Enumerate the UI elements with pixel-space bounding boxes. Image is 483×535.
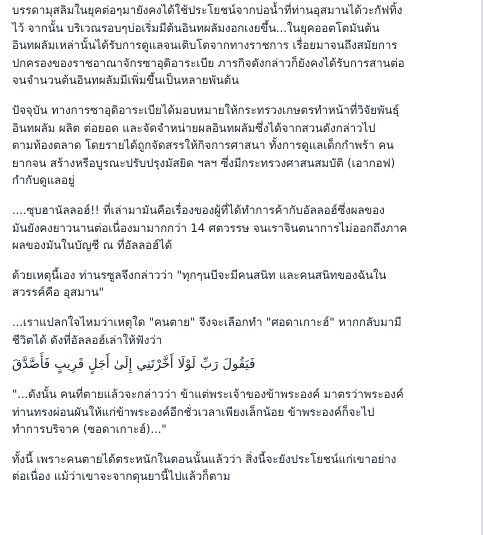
paragraph-date-palm-history: บรรดามุสลิมในยุคต่อๆมายังคงได้ใช้ประโยชน์จากบ่อน้ำที่ท่านอุสมานได้วะกัฟทิ้ง ไว้ จากนั้น บริเวณรอบๆบ่อเริ่มมีต้นอินทผลัมงอกเงยขึ้น...ในยุคออตโตมันต้น อินทผลัมเหล่านั้นได้รับการดูแลจนเติบโตจากทางราชการ เรื่อยมาจนถึงสมัยการ ปกครองของราชอาณาจักรซาอุดิอาระเบีย ภารกิจดังกล่าวก็ยังคงได้รับการสานต่อ จนจำนวนต้นอินทผลัมมีเพิ่มขึ้นเป็นหลายพันต้น [12, 3, 405, 88]
paragraph-conclusion: ทั้งนี้ เพราะคนตายได้ตระหนักในตอนนั้นแล้วว่า สิ่งนี้จะยังประโยชน์แก่เขาอย่าง ต่อเนื่อง แม้ว่าเขาจะจากดุนยานี้ไปแล้วก็ตาม [12, 451, 397, 484]
paragraph-subhanallah: ....ซุบฮานัลลอฮ์!! ที่เล่ามามันคือเรื่องของผู้ที่ได้ทำการค้ากับอัลลอฮ์ซึ่งผลของ มันยังคงยาวนานต่อเนื่องมามากกว่า 14 ศตวรรษ จนเราจินตนาการไม่ออกถึงภาค ผลของมันในบัญชี ณ ที่อัลลอฮ์ได้ [12, 202, 408, 253]
paragraph-hadith-companion: ด้วยเหตุนี้เอง ท่านรซูลจึงกล่าวว่า "ทุกๆนบีจะมีคนสนิท และคนสนิทของฉันใน สวรรค์คือ อุสมาน" [12, 267, 387, 300]
paragraph-dead-sadaqah: ...เราแปลกใจไหมว่าเหตุใด "คนตาย" จึงจะเลือกทำ "ศอดาเกาะฮ์" หากกลับมามี ชีวิตได้ ดังที่อัลลอฮ์เล่าให้ฟังว่า [12, 314, 402, 347]
paragraph-ministry-management: ปัจจุบัน ทางการซาอุดิอาระเบียได้มอบหมายให้กระทรวงเกษตรทำหน้าที่วิจัยพันธุ์ อินทผลัม ผลิต ต่อยอด และจัดจำหน่ายผลอินทผลัมซึ่งได้จากสวนดังกล่าวไป ตามท้องตลาด โดยรายได้ถูกจัดสรรให้กิจการศาสนา ทั้งการดูแลเด็กกำพร้า คน ยากจน สร้างหรือบูรณะปรับปรุงมัสยิด ฯลฯ ซึ่งมีกระทรวงศาสนสมบัติ (เอากอฟ) กำกับดูแลอยู่ [12, 102, 400, 188]
paragraph-verse-translation: "...ดังนั้น คนที่ตายแล้วจะกล่าวว่า ข้าแต่พระเจ้าของข้าพระองค์ มาตรว่าพระองค์ ท่านทรงผ่อนผันให้แก่ข้าพระองค์อีกชั่วเวลาเพียงเล็กน้อย ข้าพระองค์ก็จะไป ทำการบริจาค (ซอดาเกาะฮ์)..." [12, 387, 404, 437]
quran-verse: فَيَقُولَ رَبِّ لَوْلَا أَخَّرْتَنِي إِلَىٰ أَجَلٍ قَرِيبٍ فَأَصَّدَّقَ [12, 357, 256, 373]
